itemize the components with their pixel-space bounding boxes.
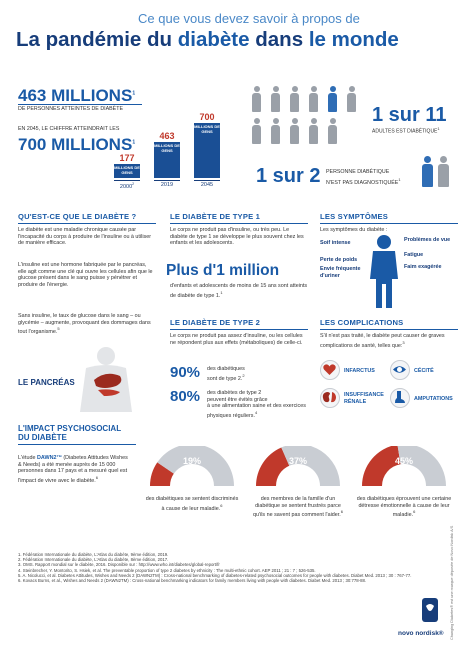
what-p3-text: Sans insuline, le taux de glucose dans le sang – ou glycémie – augmente, provoquant des dommages dans tout l'organisme.: [18, 313, 151, 335]
gauge-sup: 6: [340, 509, 343, 515]
complication-label: INFARCTUS: [344, 368, 375, 374]
gauge-sup: 6: [413, 509, 416, 515]
symptom-item: Soif intense: [320, 240, 351, 246]
body-figure: [368, 234, 400, 308]
type2-pct2-caption-a: des diabètes de type 2: [207, 390, 262, 396]
person-icon: [422, 156, 433, 188]
title-part-b: diabète: [177, 28, 250, 51]
type1-caption: [170, 283, 308, 299]
people-pair: [420, 156, 460, 190]
footnote: 2. Fédération Internationale du diabète, L'Atlas du diabète, 8ème édition, 2017.: [18, 557, 169, 563]
type2-pct2-caption: [207, 390, 311, 419]
person-icon: [252, 118, 261, 144]
type2-pct1-caption-b: sont de type 2.: [207, 375, 243, 382]
eye-icon: [390, 360, 410, 380]
page-subtitle: Ce que vous devez savoir à propos de: [138, 11, 360, 26]
ratio2-caption-a: PERSONNE DIABÉTIQUE: [326, 169, 390, 175]
ratio2: 1 sur 2: [256, 165, 321, 187]
type2-pct2-caption-d: physiques réguliers.: [207, 412, 255, 419]
symptom-item: Envie fréquente d'uriner: [320, 266, 361, 279]
bar: MILLIONS DE GENS: [154, 142, 180, 178]
stat-big-sup: 1: [132, 90, 136, 97]
gauge-pct: 19%: [182, 456, 201, 466]
complication-label: CÉCITÉ: [414, 368, 434, 374]
gauge-pct: 45%: [394, 456, 413, 466]
complication-label: INSUFFISANCE RÉNALE: [344, 392, 384, 405]
complication-label: AMPUTATIONS: [414, 396, 453, 402]
impact-title: [18, 424, 136, 445]
bar-year-sup: 2: [132, 182, 135, 186]
bar-year: 2019: [154, 180, 180, 188]
stat-big-number: [18, 86, 135, 106]
type2-pct2-caption-c: à une alimentation saine et des exercices: [207, 403, 306, 410]
footnotes: [18, 552, 418, 583]
ratio1: 1 sur 11: [372, 104, 447, 126]
bar: MILLIONS DE GENS: [194, 123, 220, 178]
impact-text-b: DAWN2™: [37, 455, 62, 461]
type2-pct1: 90%: [170, 364, 201, 381]
gauge-group: [142, 446, 462, 536]
impact-title-b: DU DIABÈTE: [18, 433, 67, 442]
person-icon: [328, 118, 337, 144]
footnote: 6. Kovacs Burns, et al., Wishes and Needs 2 (DAWN2TM) : Cross-national benchmarking indicators for family members living with people with diabetes. Diabet Med. 2013 ; 30:778-88.: [18, 578, 367, 584]
gauge: [354, 446, 454, 536]
complications-sup: 3: [402, 339, 405, 345]
gauge-filled: [362, 446, 401, 486]
title-part-c: dans: [255, 28, 304, 51]
what-p3-sup: 5: [57, 326, 60, 332]
footnote: 5. A. Nicolucci, et al. Diabetes Attitudes, Wishes and Needs 2 (DAWN2TM) : Cross-national benchmarking of diabetes-related psychosocial outcomes for people with diabetes. Diabet Med. 2013 ; 30 : 767-77.: [18, 572, 412, 578]
complications-text: [320, 333, 458, 349]
symptom-item: Fatigue: [404, 252, 424, 258]
gauge-pct: 37%: [288, 456, 307, 466]
type2-pct2-caption-b: peuvent être évités grâce: [207, 396, 268, 403]
gauge: [248, 446, 348, 536]
what-p3: [18, 313, 156, 336]
person-icon: [347, 86, 356, 112]
footnote: 4. Steinbrecher, Y. Montorito, S. Hsiek, et al. The preventable proportion of type 2 diabetes by ethnicity : The multi-ethnic cohort. AEP 2011 ; 21 : 7 ; 526-535.: [18, 567, 316, 573]
gauge-empty: [397, 446, 446, 486]
bar-year: 2000$^2$: [114, 180, 140, 190]
type2-pct2-sup: 4: [254, 409, 258, 415]
type2-title: LE DIABÈTE DE TYPE 2: [170, 318, 308, 330]
impact-text: [18, 455, 130, 484]
person-icon: [252, 86, 261, 112]
person-icon: [290, 118, 299, 144]
symptom-item: Perte de poids: [320, 257, 358, 263]
person-icon: [438, 156, 449, 188]
stat-forecast-number-text: 700 MILLIONS: [18, 135, 133, 154]
foot-icon: [390, 388, 410, 408]
type1-title: LE DIABÈTE DE TYPE 1: [170, 212, 308, 224]
title-part-d: le monde: [308, 28, 399, 51]
gauge-empty: [281, 446, 340, 486]
people-grid-1: [252, 86, 372, 148]
ratio2-caption: [326, 168, 401, 187]
type2-pct1-caption-a: des diabétiques: [207, 366, 245, 372]
ratio1-caption-text: ADULTES EST DIABÉTIQUE: [372, 128, 438, 135]
ratio2-caption-b: N'EST PAS DIAGNOSTIQUÉE: [326, 179, 399, 186]
gauge-caption: des diabétiques se sentent discriminés à cause de leur maladie.$^6$: [145, 496, 239, 512]
impact-text-sup: 6: [95, 474, 98, 480]
stat-big-caption: DE PERSONNES ATTEINTES DE DIABÈTE: [18, 104, 142, 112]
bar-value: 700: [199, 112, 215, 122]
page-title: [16, 28, 399, 52]
impact-title-a: L'IMPACT PSYCHOSOCIAL: [18, 424, 122, 433]
side-text: Changing Diabetes® est une marque déposée de Novo Nordisk A/S: [450, 525, 454, 640]
person-icon: [309, 86, 318, 112]
footnote: 3. OMS. Rapport mondial sur le diabète, 2016. Disponible sur : http://www.who.int/diabetes/global-report/fr: [18, 562, 220, 568]
person-icon: [328, 86, 337, 112]
symptom-item: Faim exagérée: [404, 264, 442, 270]
type1-sup: 1: [220, 289, 223, 295]
person-icon: [271, 86, 280, 112]
type2-pct1-caption: [207, 366, 307, 382]
person-icon: [271, 118, 280, 144]
title-part-a: La pandémie du: [16, 28, 173, 51]
bar-chart: [114, 112, 234, 190]
gauge-caption: des membres de la famille d'un diabétique se sentent frustrés parce qu'ils ne savent pas comment l'aider.$^6$: [253, 496, 343, 518]
type1-big: Plus d'1 million: [166, 262, 280, 279]
symptom-item: Problèmes de vue: [404, 237, 451, 243]
what-p1: Le diabète est une maladie chronique causée par l'incapacité du corps à produire de l'insuline ou à utiliser de manière efficace.: [18, 227, 152, 247]
bar-year: 2045: [194, 180, 220, 188]
organ-label: LE PANCRÉAS: [18, 378, 75, 387]
ratio2-sup: 1: [398, 177, 401, 182]
stat-forecast-caption: EN 2045, LE CHIFFRE ATTEINDRAIT LES: [18, 126, 120, 132]
bar-value: 463: [159, 131, 175, 141]
brand-name: novo nordisk®: [398, 630, 444, 637]
person-icon: [290, 86, 299, 112]
stat-big-number-text: 463 MILLIONS: [18, 86, 133, 105]
gauge-caption: des diabétiques éprouvent une certaine détresse émotionnelle à cause de leur maladie.$^6$: [356, 496, 452, 518]
gauge: [142, 446, 242, 536]
gauge-sup: 6: [220, 502, 223, 508]
impact-text-c: (Diabetes Attitudes Wishes & Needs) a été menée auprès de 15 000 personnes dans 17 pays et a mesuré quel est l'impact de vivre avec le diabète.: [18, 455, 128, 484]
complications-text-body: S'il n'est pas traité, le diabète peut causer de graves complications de santé, telles que:: [320, 333, 445, 349]
brand-logo: [410, 598, 450, 634]
impact-text-a: L'étude: [18, 455, 36, 461]
bar-value: 177: [119, 153, 135, 163]
person-icon: [309, 118, 318, 144]
type1-caption-text: d'enfants et adolescents de moins de 15 ans sont atteints de diabète de type 1.: [170, 283, 308, 299]
symptoms-intro: Les symptômes du diabète :: [320, 227, 388, 233]
kidney-icon: [320, 388, 340, 408]
type1-text: Le corps ne produit pas d'insuline, ou très peu. Le diabète de type 1 se développe le plus souvent chez les enfants et les adolescents.: [170, 227, 304, 247]
type2-pct1-sup: 2: [242, 372, 245, 378]
type2-text: Le corps ne produit pas assez d'insuline, ou les cellules ne répondent plus aux effets (métaboliques) de celle-ci.: [170, 333, 303, 346]
type2-pct2: 80%: [170, 388, 201, 405]
bar: MILLIONS DE GENS: [114, 164, 140, 178]
ratio1-caption: [372, 126, 440, 135]
symptoms-title: LES SYMPTÔMES: [320, 212, 458, 224]
stat-forecast-sup: 1: [132, 139, 136, 146]
what-title: QU'EST-CE QUE LE DIABÈTE ?: [18, 212, 156, 224]
ratio1-sup: 1: [437, 126, 440, 131]
what-p2: L'insuline est une hormone fabriquée par le pancréas, elle agit comme une clé qui ouvre les cellules afin que le glucose présent dans le sang puisse y pénétrer et produire de l'énergie.: [18, 262, 153, 288]
complications-title: LES COMPLICATIONS: [320, 318, 458, 330]
heart-icon: [320, 360, 340, 380]
footnote: 1. Fédération Internationale du diabète, L'Atlas du diabète, 9ème édition, 2019.: [18, 552, 169, 557]
